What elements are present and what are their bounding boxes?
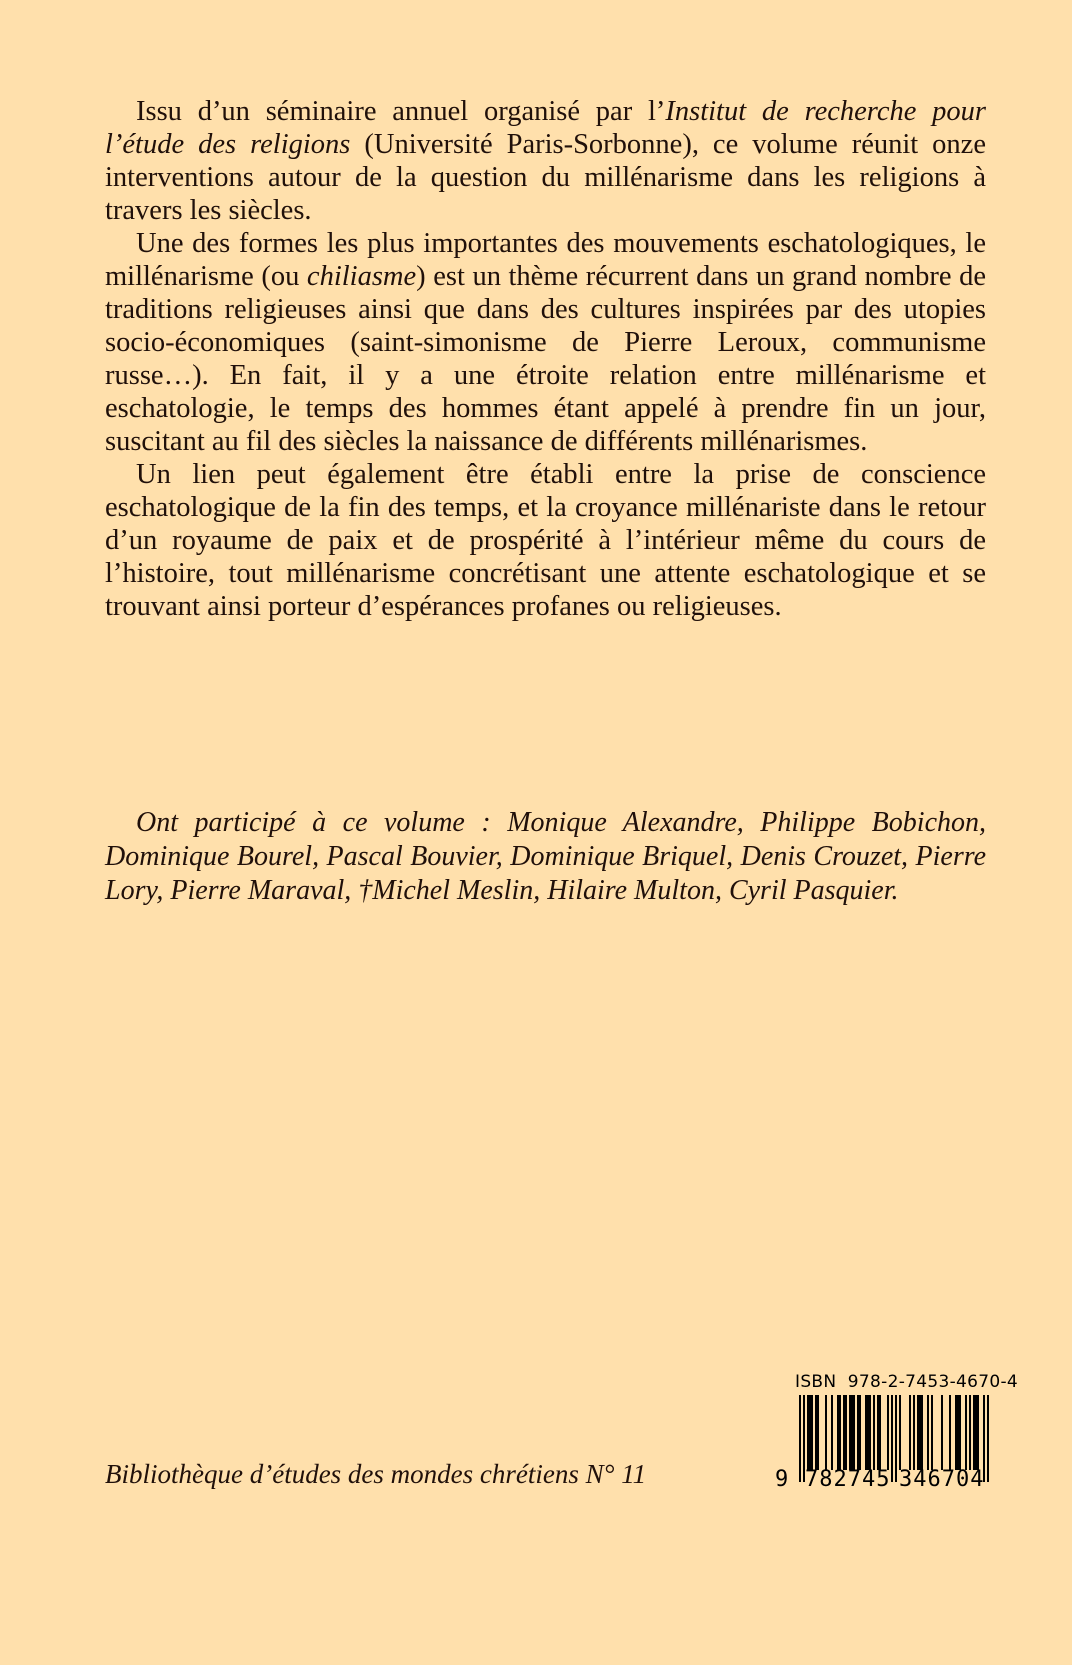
paragraph-3: Un lien peut également être établi entre la prise de conscience eschatologique de la fin des temps, et la croyance millénariste dans le retour d’un royaume de paix et de prospérité à l’intérieur même du cours de l’histoire, tout millénarisme concrétisant une attente eschatologique et se trouvant ainsi porteur d’espérances profanes ou religieuses.: [105, 459, 986, 622]
paragraph-2: [105, 227, 986, 458]
barcode-block: [775, 1372, 1019, 1494]
chiliasme-italic: chiliasme: [306, 261, 417, 292]
barcode-digits: [777, 1468, 993, 1494]
institute-name-italic: Institut de recherche pour l’étude des religions: [105, 96, 986, 160]
barcode-digit-first: 9: [775, 1467, 789, 1492]
series-title: Bibliothèque d’études des mondes chrétiens N° 11: [105, 1459, 647, 1489]
paragraph-1-text: Issu d’un séminaire annuel organisé par l’: [136, 96, 666, 127]
isbn-label: ISBN 978-2-7453-4670-4: [795, 1372, 1019, 1392]
barcode-digits-right-group: 346704: [899, 1467, 985, 1492]
barcode-digits-left-group: 782745: [805, 1467, 891, 1492]
paragraph-2-text-cont: ) est un thème récurrent dans un grand nombre de traditions religieuses ainsi que dans des cultures inspirées par des utopies socio-économiques (saint-simonisme de Pierre Leroux, communisme russe…). En fait, il y a une étroite relation entre millénarisme et eschatologie, le temps des hommes étant appelé à prendre fin un jour, suscitant au fil des siècles la naissance de différents millénarismes.: [105, 261, 986, 457]
paragraph-1-text-cont: (Université Paris-Sorbonne), ce volume réunit onze interventions autour de la question du millénarisme dans les religions à travers les siècles.: [105, 129, 986, 226]
synopsis: [105, 95, 986, 623]
contributors-list: Ont participé à ce volume : Monique Alexandre, Philippe Bobichon, Dominique Bourel, Pascal Bouvier, Dominique Briquel, Denis Crouzet, Pierre Lory, Pierre Maraval, †Michel Meslin, Hilaire Multon, Cyril Pasquier.: [105, 807, 986, 906]
paragraph-2-text: Une des formes les plus importantes des mouvements eschatologiques, le millénarisme (ou: [105, 228, 986, 292]
paragraph-1: [105, 95, 986, 227]
